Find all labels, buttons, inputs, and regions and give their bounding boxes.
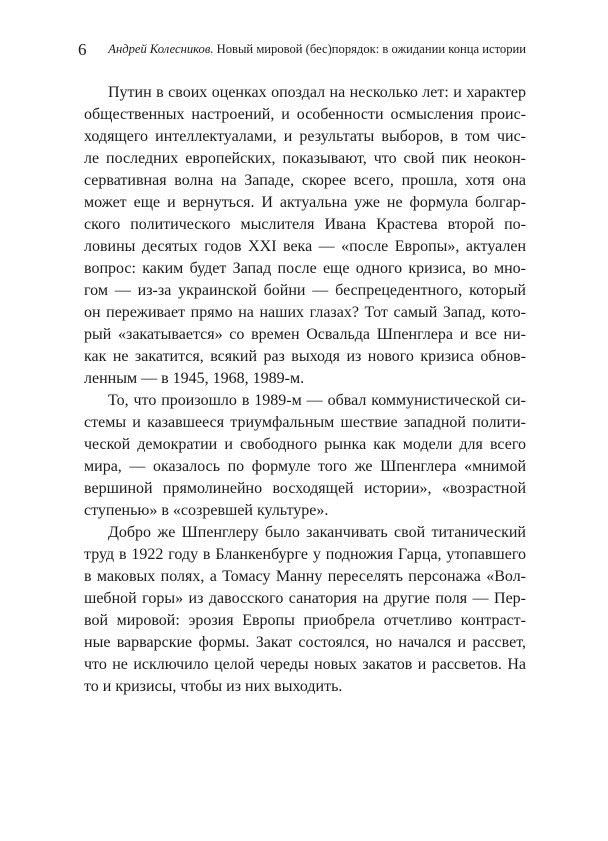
text-line: вершиной прямолинейно восходящей истории», «возрастной (84, 480, 526, 497)
text-line: вой мировой: эрозия Европы приобрела отчетливо контраст- (84, 612, 526, 629)
text-line: гом — из-за украинской бойни — беспрецедентного, который (84, 282, 526, 299)
running-head-title: Новый мировой (бес)порядок: в ожидании конца истории (216, 42, 526, 56)
text-line: мира, — оказалось по формуле того же Шпенглера «мнимой (84, 458, 526, 475)
text-line: ные варварские формы. Закат состоялся, но начался и рассвет, (84, 634, 526, 651)
text-line: То, что произошло в 1989-м — обвал коммунистической си- (108, 392, 526, 409)
text-line: ходящего интеллектуалами, и результаты выборов, в том чис- (84, 128, 526, 145)
text-line: ленным — в 1945, 1968, 1989-м. (84, 370, 305, 387)
text-line: ловины десятых годов XXI века — «после Европы», актуален (84, 238, 526, 255)
text-line: он переживает прямо на наших глазах? Тот самый Запад, кото- (84, 304, 526, 321)
running-head (108, 42, 526, 57)
text-line: шебной горы» из давосского санатория на другие поля — Пер- (84, 590, 526, 607)
text-line: то и кризисы, чтобы из них выходить. (84, 678, 343, 695)
text-line: Путин в своих оценках опоздал на несколько лет: и характер (108, 84, 526, 101)
text-line: Добро же Шпенглеру было заканчивать свой титанический (108, 524, 526, 541)
text-line: труд в 1922 году в Бланкенбурге у подножия Гарца, утопавшего (84, 546, 526, 563)
text-line: ступенью» в «созревшей культуре». (84, 502, 329, 519)
text-line: ле последних европейских, показывают, что свой пик неокон- (84, 150, 526, 167)
paragraph (84, 522, 526, 698)
text-line: сервативная волна на Западе, скорее всего, прошла, хотя она (84, 172, 526, 189)
text-line: в маковых полях, а Томасу Манну переселять персонажа «Вол- (84, 568, 526, 585)
text-line: общественных настроений, и особенности осмысления проис- (84, 106, 526, 123)
body-text (84, 82, 526, 698)
paragraph (84, 82, 526, 390)
paragraph (84, 390, 526, 522)
text-line: ского политического мыслителя Ивана Крастева второй по- (84, 216, 526, 233)
text-line: как не закатится, всякий раз выходя из нового кризиса обнов- (84, 348, 526, 365)
text-line: рый «закатывается» со времен Освальда Шпенглера и все ни- (84, 326, 526, 343)
text-line: ческой демократии и свободного рынка как модели для всего (84, 436, 526, 453)
page-number: 6 (78, 40, 87, 59)
running-header (78, 42, 526, 62)
running-head-author: Андрей Колесников. (108, 42, 214, 56)
text-line: что не исключило целой череды новых закатов и рассветов. На (84, 656, 526, 673)
text-line: вопрос: каким будет Запад после еще одного кризиса, во мно- (84, 260, 526, 277)
text-line: стемы и казавшееся триумфальным шествие западной полити- (84, 414, 526, 431)
text-line: может еще и вернуться. И актуальна уже не формула болгар- (84, 194, 526, 211)
